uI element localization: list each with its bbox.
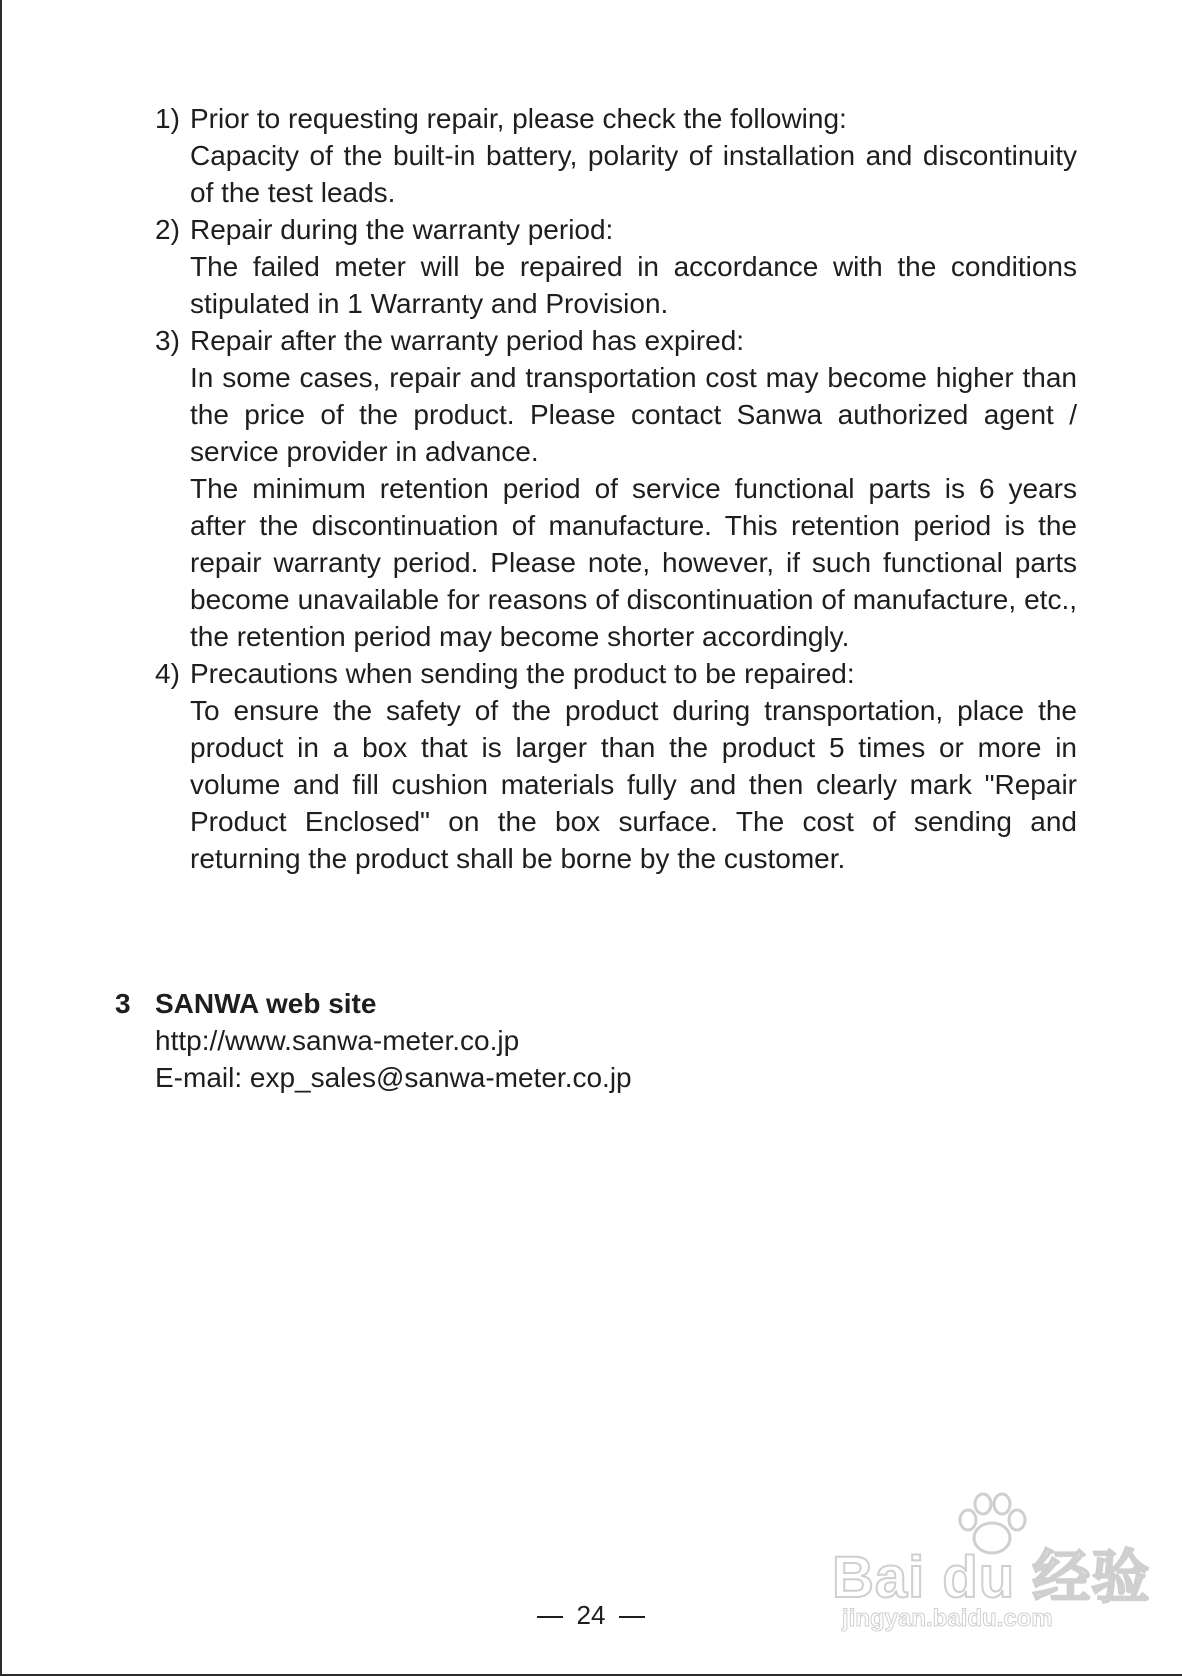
- watermark-url: jingyan.baidu.com: [842, 1605, 1053, 1632]
- item-paragraph: The minimum retention period of service functional parts is 6 years after the discontinuation of manufacture. This retention period is the repair warranty period. Please note, however, if such functional parts become unavailable for reasons of discontinuation of manufacture, etc., the retention period may become shorter accordingly.: [190, 473, 1077, 652]
- item-number: 1): [155, 103, 180, 134]
- item-body: [190, 692, 1077, 877]
- list-item: [155, 211, 1077, 322]
- item-paragraph: To ensure the safety of the product during transportation, place the product in a box that is larger than the product 5 times or more in volume and fill cushion materials fully and then clearly mark "Repair Product Enclosed" on the box surface. The cost of sending and returning the product shall be borne by the customer.: [190, 695, 1077, 874]
- item-paragraph: Capacity of the built-in battery, polarity of installation and discontinuity of the test leads.: [190, 140, 1077, 208]
- list-item: [155, 655, 1077, 877]
- email-address: E-mail: exp_sales@sanwa-meter.co.jp: [155, 1062, 632, 1093]
- item-paragraph: In some cases, repair and transportation cost may become higher than the price of the product. Please contact Sanwa authorized agent / service provider in advance.: [190, 362, 1077, 467]
- item-heading: Prior to requesting repair, please check the following:: [190, 103, 847, 134]
- item-heading: Repair after the warranty period has expired:: [190, 325, 745, 356]
- item-number: 2): [155, 214, 180, 245]
- list-item: [155, 322, 1077, 655]
- item-body: [190, 137, 1077, 211]
- repair-items-list: [155, 100, 1077, 877]
- page-number: 24: [576, 1600, 606, 1630]
- item-number: 4): [155, 658, 180, 689]
- section-title: SANWA web site: [155, 988, 377, 1019]
- footer-dash-left: [537, 1616, 563, 1618]
- website-url: http://www.sanwa-meter.co.jp: [155, 1025, 520, 1056]
- item-heading: Repair during the warranty period:: [190, 214, 614, 245]
- item-number: 3): [155, 325, 180, 356]
- section-heading: [115, 985, 1015, 1022]
- contact-info: [115, 1022, 1015, 1096]
- footer-dash-right: [619, 1616, 645, 1618]
- page-border-left: [0, 0, 2, 1676]
- item-body: [190, 359, 1077, 655]
- item-paragraph: The failed meter will be repaired in accordance with the conditions stipulated in 1 Warranty and Provision.: [190, 251, 1077, 319]
- item-heading: Precautions when sending the product to be repaired:: [190, 658, 855, 689]
- item-body: [190, 248, 1077, 322]
- list-item: [155, 100, 1077, 211]
- section-number: 3: [115, 988, 131, 1019]
- watermark-brand: Bai du 经验: [832, 1545, 1151, 1610]
- website-section: [115, 985, 1015, 1096]
- page-number-footer: [0, 1600, 1182, 1631]
